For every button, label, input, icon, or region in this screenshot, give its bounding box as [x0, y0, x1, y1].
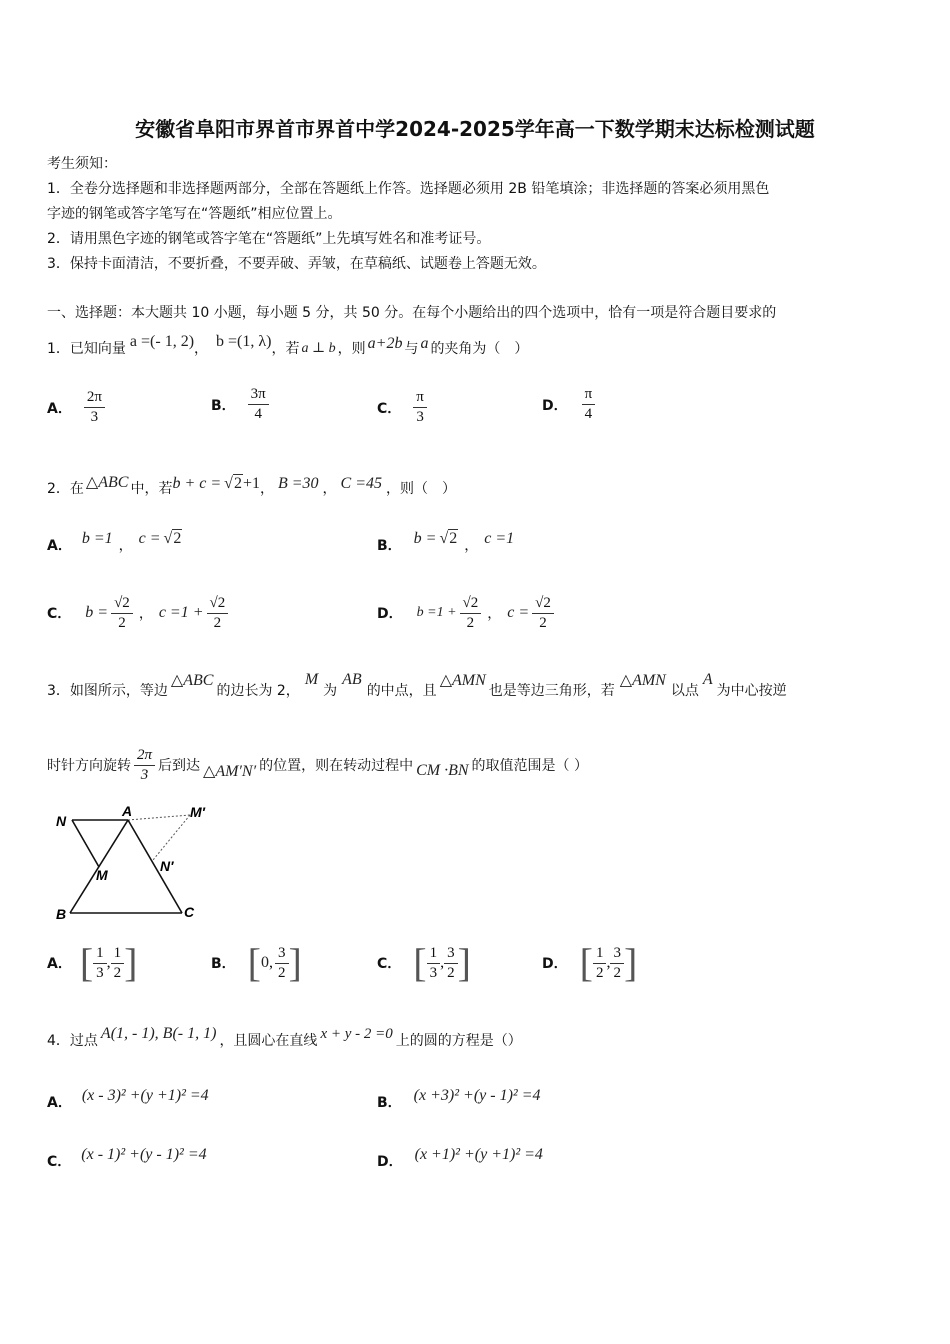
option-label: C． — [47, 606, 72, 622]
option-label: B． — [377, 538, 402, 554]
question-3 — [47, 670, 787, 710]
q3-triangle-amn: △AMN — [619, 672, 666, 689]
q3-option-c[interactable] — [377, 937, 471, 989]
option-b-value: b =1 + — [416, 605, 457, 620]
label-b: B — [56, 906, 67, 922]
notice-item-3: 3．保持卡面清洁，不要折叠，不要弄破、弄皱，在草稿纸、试题卷上答题无效。 — [47, 256, 546, 272]
q2-number: 2．在 — [47, 481, 84, 497]
fraction-numerator: 1 — [111, 944, 125, 964]
label-n: N — [56, 813, 67, 829]
question-4 — [47, 1022, 522, 1058]
option-c-value: c = — [507, 604, 530, 621]
fraction-denominator: 2 — [113, 964, 122, 981]
label-c: C — [184, 904, 195, 920]
option-b-value: b = — [85, 604, 109, 621]
q2-option-a[interactable]: A． b =1 ， c = √2 — [47, 530, 182, 554]
option-label: C． — [377, 400, 402, 417]
option-label: C． — [47, 1154, 72, 1170]
q3-segment-ab: AB — [342, 671, 362, 688]
fraction-denominator: 2 — [213, 614, 222, 631]
option-c-value: c =1 + — [158, 604, 204, 621]
segment-am-prime — [128, 815, 190, 820]
fraction-denominator: 3 — [96, 964, 104, 981]
page-title: 安徽省阜阳市界首市界首中学2024-2025学年高一下数学期末达标检测试题 — [135, 117, 815, 141]
q4-option-c[interactable] — [47, 1144, 207, 1178]
q4-option-a[interactable] — [47, 1085, 209, 1119]
option-equation: (x - 1)² +(y - 1)² =4 — [81, 1146, 207, 1163]
option-label: D． — [377, 606, 403, 622]
q3-option-a[interactable] — [47, 937, 138, 989]
q1-option-c[interactable] — [377, 388, 427, 427]
fraction-denominator: 3 — [140, 766, 149, 783]
q3-option-b[interactable] — [211, 937, 302, 989]
interval-left: 0 — [261, 954, 269, 971]
q3-dot-product: CM ·BN — [416, 762, 469, 779]
question-1 — [47, 330, 528, 366]
q3-point-m: M — [304, 671, 319, 688]
option-label: D． — [377, 1154, 403, 1170]
option-b-value: b = — [413, 530, 437, 547]
option-label: A． — [47, 538, 72, 554]
q2-plus-one: +1 — [242, 475, 260, 492]
interval: [ 0 , $\frac{3}{2}$ ] — [247, 940, 302, 985]
q3-text: 以点 — [670, 683, 699, 699]
q1-vector-a: a =(- 1, 2) — [129, 333, 195, 350]
q4-option-b[interactable] — [377, 1085, 541, 1119]
q1-a: a — [420, 335, 429, 352]
question-3-line-2 — [47, 742, 588, 788]
option-label: A． — [47, 1095, 72, 1111]
fraction-denominator: 3 — [90, 409, 99, 425]
fraction-numerator: 2π — [134, 746, 155, 766]
interval: [ $\frac{1}{3}$ , $\frac{1}{2}$ ] — [79, 940, 138, 985]
label-m: M — [96, 867, 108, 883]
q2-comma: ， — [322, 481, 337, 497]
q3-text: 的边长为 2， — [216, 683, 300, 699]
option-label: D． — [542, 397, 568, 414]
fraction-numerator: √2 — [207, 594, 229, 614]
fraction-denominator: 3 — [416, 409, 424, 425]
q2-angle-b: B =30 — [277, 475, 319, 492]
question-2: 2．在 △ABC 中，若 b + c = √2 +1 ， B =30 ， C =45 ，则（ ） — [47, 474, 457, 497]
label-n-prime: N′ — [160, 858, 174, 874]
fraction-denominator: 2 — [466, 614, 475, 631]
q1-number: 1．已知向量 — [47, 341, 126, 357]
interval: [ $\frac{1}{2}$ , $\frac{3}{2}$ ] — [579, 940, 638, 985]
q1-if: ，若 — [271, 341, 300, 357]
option-label: B． — [211, 397, 236, 414]
q1-comma: ， — [194, 341, 209, 357]
q2-text: 中，若 — [130, 481, 173, 497]
q4-line-equation: x + y - 2 =0 — [320, 1025, 393, 1042]
q4-text: ，且圆心在直线 — [219, 1033, 318, 1049]
fraction-numerator: 1 — [427, 944, 441, 964]
fraction-numerator: 3π — [248, 385, 269, 405]
q1-expr: a+2b — [367, 335, 403, 352]
q2-sqrt-value: 2 — [233, 475, 242, 492]
q3-text: 为 — [323, 683, 338, 699]
option-c-value: c = — [138, 530, 161, 547]
fraction-numerator: 2π — [84, 388, 105, 408]
q4-text: 4．过点 — [47, 1033, 98, 1049]
fraction-denominator: 3 — [429, 964, 438, 981]
fraction-denominator: 2 — [595, 964, 604, 981]
q1-perp: a ⊥ b — [301, 340, 336, 356]
fraction-numerator: √2 — [111, 594, 133, 614]
q1-option-b[interactable] — [211, 385, 269, 424]
fraction-denominator: 4 — [254, 406, 262, 422]
option-equation: (x - 3)² +(y +1)² =4 — [81, 1087, 209, 1104]
q3-option-d[interactable] — [542, 937, 637, 989]
fraction-denominator: 2 — [447, 964, 455, 981]
q3-triangle-amn: △AMN — [439, 672, 486, 689]
q1-option-d[interactable] — [542, 385, 595, 424]
option-sqrt: 2 — [173, 530, 182, 547]
q3-text: 后到达 — [158, 758, 201, 774]
fraction-numerator: 1 — [93, 944, 107, 964]
q2-triangle: △ABC — [85, 474, 129, 491]
fraction-numerator: π — [582, 385, 596, 405]
option-label: D． — [542, 956, 568, 972]
fraction-denominator: 2 — [539, 614, 547, 631]
fraction-numerator: √2 — [460, 594, 482, 614]
q2-comma: ， — [259, 481, 274, 497]
fraction-denominator: 2 — [278, 964, 286, 981]
q3-text: 的取值范围是（ ） — [471, 758, 588, 774]
q1-option-a[interactable] — [47, 388, 105, 427]
q3-triangle-abc: △ABC — [170, 672, 214, 689]
option-label: A． — [47, 956, 72, 972]
section-heading: 一、选择题：本大题共 10 小题，每小题 5 分，共 50 分。在每个小题给出的四个选项中，恰有一项是符合题目要求的 — [47, 305, 777, 321]
notice-heading: 考生须知： — [47, 156, 117, 172]
option-label: C． — [377, 956, 402, 972]
label-m-prime: M′ — [190, 804, 206, 820]
q2-tail: ，则（ ） — [386, 481, 457, 497]
q2-cond-sum: b + c = — [172, 475, 222, 492]
fraction-numerator: √2 — [532, 594, 554, 614]
interval: [ $\frac{1}{3}$ , $\frac{3}{2}$ ] — [413, 940, 471, 985]
notice-item-1: 1．全卷分选择题和非选择题两部分，全部在答题纸上作答。选择题必须用 2B 铅笔填涂；非选择题的答案必须用黑色 — [47, 181, 770, 197]
q3-text: 为中心按逆 — [716, 683, 787, 699]
notice-item-1-cont: 字迹的钢笔或答字笔写在“答题纸”相应位置上。 — [47, 206, 342, 222]
fraction-numerator: 3 — [275, 944, 289, 964]
option-label: B． — [377, 1095, 402, 1111]
q2-option-b[interactable]: B． b = √2 ， c =1 — [377, 530, 515, 554]
notice-item-2: 2．请用黑色字迹的钢笔或答字笔在“答题纸”上先填写姓名和准考证号。 — [47, 231, 491, 247]
q1-tail: 的夹角为（ ） — [430, 341, 529, 357]
fraction-numerator: 3 — [444, 944, 458, 964]
q2-option-d[interactable]: D． b =1 + $\frac{√2}{2}$ ， c = $\frac{√2}{2}$ — [377, 590, 554, 636]
label-a: A — [122, 803, 133, 819]
option-sqrt: 2 — [449, 530, 458, 547]
q3-text: 的位置，则在转动过程中 — [259, 758, 414, 774]
option-label: B． — [211, 956, 236, 972]
q3-figure — [50, 800, 220, 925]
option-equation: (x +3)² +(y - 1)² =4 — [413, 1087, 541, 1104]
q3-text: 3．如图所示，等边 — [47, 683, 168, 699]
fraction-denominator: 4 — [584, 406, 593, 422]
fraction-numerator: 3 — [610, 944, 624, 964]
q4-points: A(1, - 1), B(- 1, 1) — [100, 1025, 217, 1042]
q2-option-c[interactable]: C． b = $\frac{√2}{2}$ ， c =1 + $\frac{√2}{2}$ — [47, 590, 228, 636]
option-equation: (x +1)² +(y +1)² =4 — [414, 1146, 543, 1163]
q4-text: 上的圆的方程是（） — [395, 1033, 522, 1049]
q3-text: 也是等边三角形，若 — [488, 683, 615, 699]
q2-angle-c: C =45 — [340, 475, 383, 492]
fraction-denominator: 2 — [613, 964, 621, 981]
option-c-value: c =1 — [484, 530, 515, 547]
q1-vector-b: b =(1, λ) — [216, 333, 272, 350]
q3-triangle-rotated: △AM′N′ — [203, 763, 257, 780]
q4-option-d[interactable] — [377, 1144, 543, 1178]
fraction-denominator: 2 — [118, 614, 126, 631]
option-b-value: b =1 — [81, 530, 113, 547]
fraction-numerator: 1 — [593, 944, 607, 964]
q3-text: 时针方向旋转 — [47, 758, 131, 774]
q3-point-a: A — [702, 671, 713, 688]
q3-text: 的中点，且 — [366, 683, 437, 699]
q1-with: 与 — [404, 341, 419, 357]
segment-nm — [72, 820, 99, 867]
q1-then: ，则 — [337, 341, 366, 357]
fraction-numerator: π — [413, 388, 427, 408]
option-label: A． — [47, 400, 72, 417]
segment-m-prime-n-prime — [153, 815, 190, 860]
